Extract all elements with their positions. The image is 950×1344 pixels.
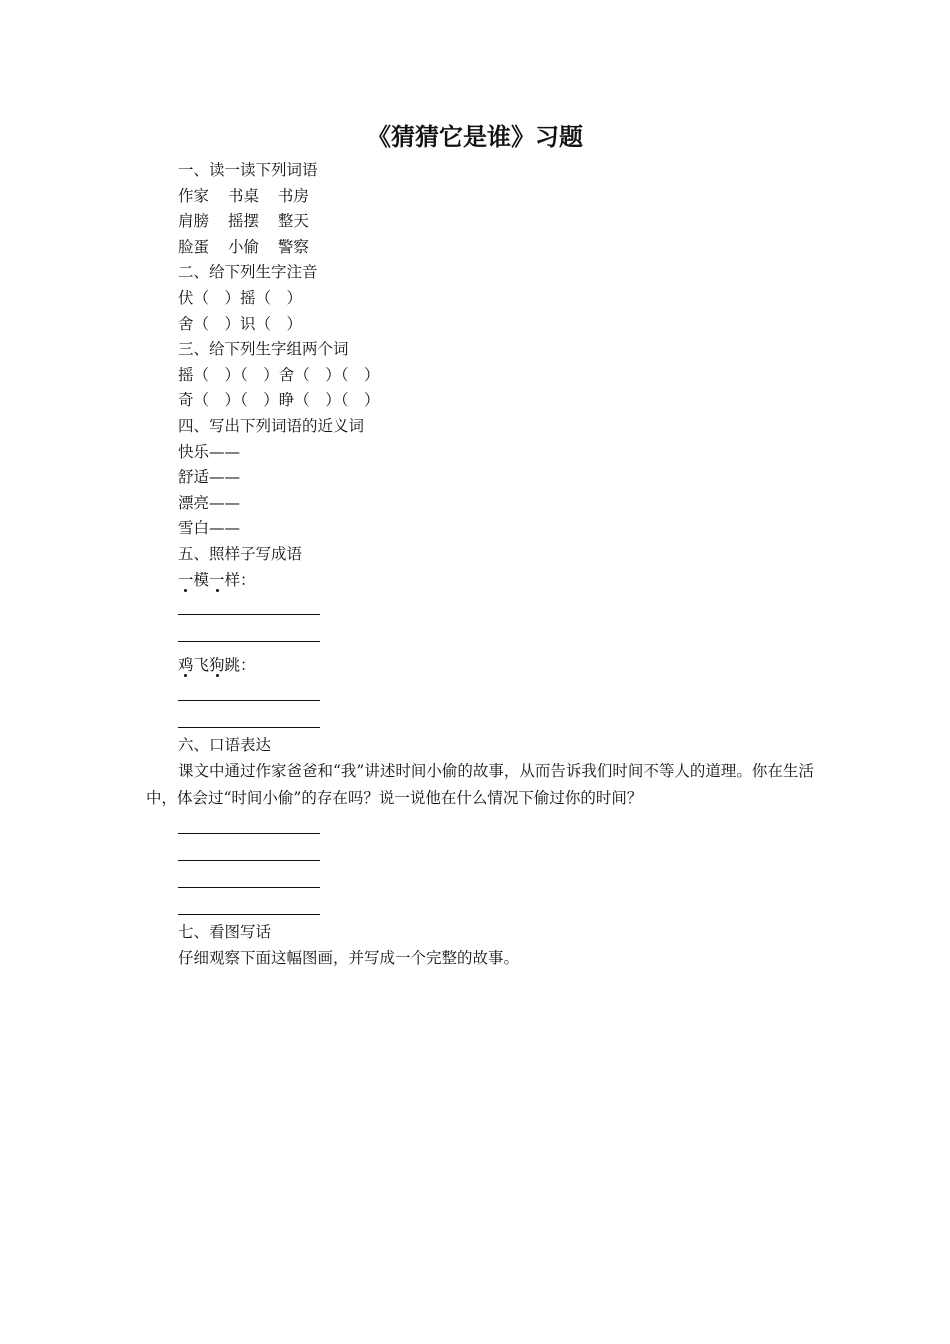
section-2-heading: 二、给下列生字注音 [178, 263, 318, 282]
section-4-heading: 四、写出下列词语的近义词 [178, 416, 365, 435]
synonym-row: 雪白—— [178, 519, 241, 538]
worksheet-content [146, 158, 818, 971]
emphasis-dot [216, 589, 219, 592]
word-row [178, 184, 818, 210]
word: 整天 [277, 212, 309, 231]
section-1-heading: 一、读一读下列词语 [178, 161, 318, 179]
word: 肩膀 [178, 212, 210, 231]
picture-writing-instruction: 仔细观察下面这幅图画，并写成一个完整的故事。 [178, 948, 520, 967]
word: 脸蛋 [178, 237, 210, 256]
section-5-heading: 五、照样子写成语 [178, 544, 303, 563]
synonym-row: 舒适—— [178, 468, 241, 487]
idiom-example-label [178, 653, 256, 679]
answer-line[interactable] [178, 812, 818, 839]
emphasis-dot [184, 674, 187, 677]
emphasis-dot [184, 589, 187, 592]
oral-expression-paragraph: 课文中通过作家爸爸和“我”讲述时间小偷的故事，从而告诉我们时间不等人的道理。你在生活中，体会过“时间小偷”的存在吗？说一说他在什么情况下偷过你的时间？ [146, 762, 814, 808]
word-group-row: 摇（ ）（ ）舍（ ）（ ） [178, 365, 380, 384]
word: 小偷 [227, 237, 259, 256]
answer-line[interactable] [178, 866, 818, 893]
word: 书桌 [227, 186, 259, 205]
pinyin-row: 舍（ ）识（ ） [178, 314, 303, 333]
synonym-row: 快乐—— [178, 442, 241, 461]
idiom-example [178, 568, 818, 594]
answer-line[interactable] [178, 593, 818, 620]
answer-line[interactable] [178, 620, 818, 647]
word: 作家 [178, 186, 210, 205]
word: 警察 [277, 237, 309, 256]
idiom-example-text: 一模一样： [178, 570, 256, 589]
word-row [178, 235, 818, 261]
page-title: 《猜猜它是谁》习题 [367, 122, 583, 151]
answer-line[interactable] [178, 679, 818, 706]
answer-line[interactable] [178, 893, 818, 920]
word: 摇摆 [227, 212, 259, 231]
section-7-heading: 七、看图写话 [178, 923, 272, 942]
pinyin-row: 伏（ ）摇（ ） [178, 288, 303, 307]
section-3-heading: 三、给下列生字组两个词 [178, 340, 349, 359]
word-row [178, 209, 818, 235]
answer-line[interactable] [178, 706, 818, 733]
word: 书房 [277, 186, 309, 205]
idiom-example-label [178, 568, 256, 594]
word-group-row: 奇（ ）（ ）睁（ ）（ ） [178, 391, 380, 410]
idiom-example [178, 653, 818, 679]
synonym-row: 漂亮—— [178, 493, 241, 512]
section-6-heading: 六、口语表达 [178, 735, 272, 754]
answer-line[interactable] [178, 839, 818, 866]
emphasis-dot [216, 674, 219, 677]
idiom-example-text: 鸡飞狗跳： [178, 656, 256, 675]
